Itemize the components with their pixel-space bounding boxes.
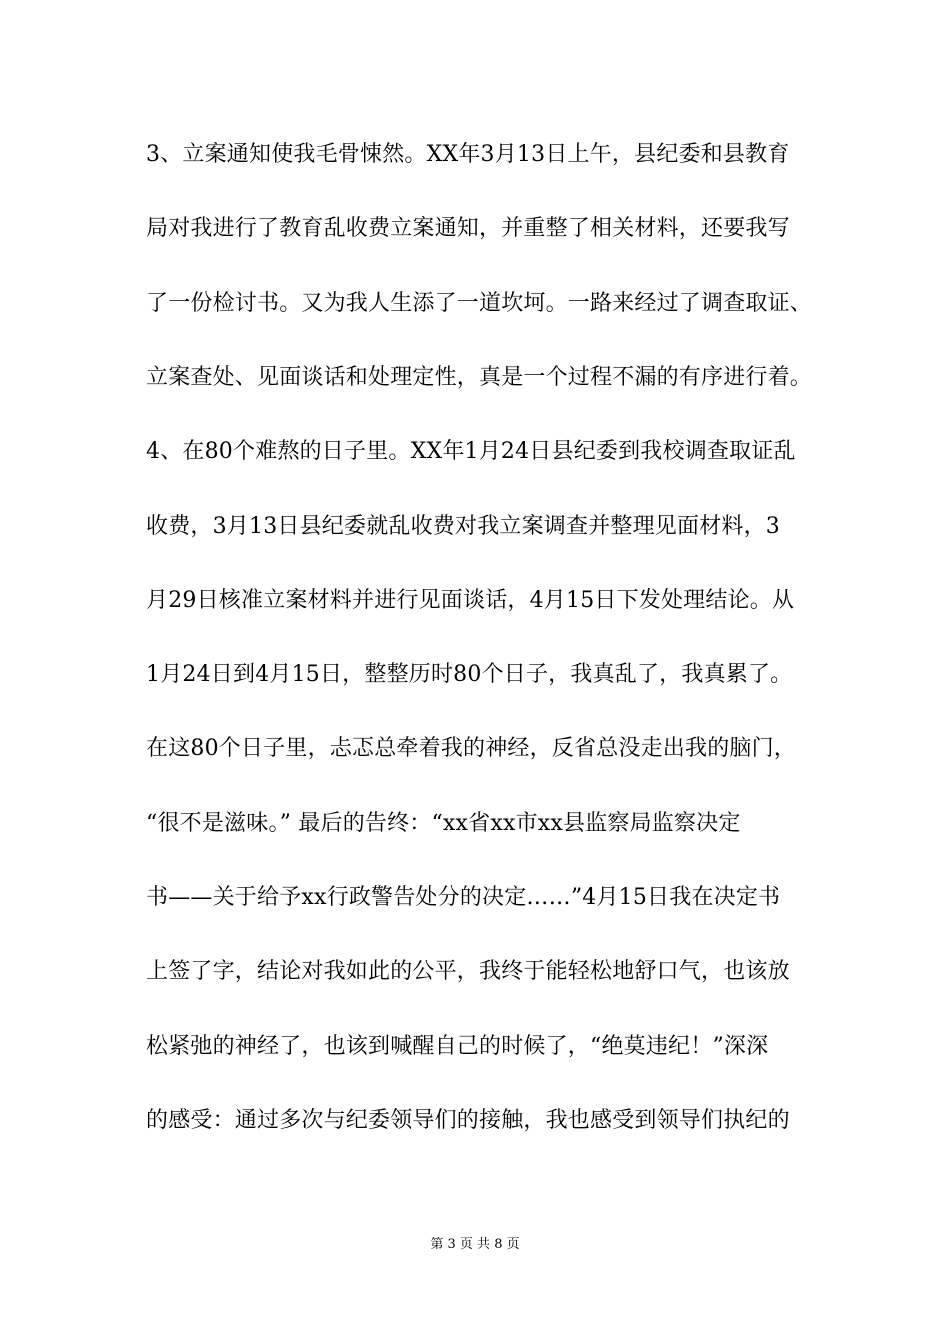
body-text-line: 在这80个日子里，忐忑总牵着我的神经，反省总没走出我的脑门， bbox=[146, 736, 796, 761]
body-text-line: 4、在80个难熬的日子里。XX年1月24日县纪委到我校调查取证乱 bbox=[146, 439, 796, 464]
body-text-line: 上签了字，结论对我如此的公平，我终于能轻松地舒口气，也该放 bbox=[146, 959, 790, 984]
body-text-line: 松紧弛的神经了，也该到喊醒自己的时候了，“绝莫违纪！”深深 bbox=[146, 1034, 769, 1059]
body-text-line: 1月24日到4月15日，整整历时80个日子，我真乱了，我真累了。 bbox=[146, 662, 793, 687]
body-text-line: 的感受：通过多次与纪委领导们的接触，我也感受到领导们执纪的 bbox=[146, 1108, 790, 1133]
body-text-line: 月29日核准立案材料并进行见面谈话，4月15日下发处理结论。从 bbox=[146, 588, 795, 613]
body-text-line: 局对我进行了教育乱收费立案通知，并重整了相关材料，还要我写 bbox=[146, 216, 790, 241]
body-text-line: 书——关于给予xx行政警告处分的决定……”4月15日我在决定书 bbox=[146, 885, 781, 910]
body-text-line: 立案查处、见面谈话和处理定性，真是一个过程不漏的有序进行着。 bbox=[146, 365, 813, 390]
body-text-line: 了一份检讨书。又为我人生添了一道坎坷。一路来经过了调查取证、 bbox=[146, 291, 813, 316]
page-number-footer: 第 3 页 共 8 页 bbox=[430, 1237, 520, 1252]
body-text-line: 3、立案通知使我毛骨悚然。XX年3月13日上午，县纪委和县教育 bbox=[146, 142, 790, 167]
body-text-line: 收费，3月13日县纪委就乱收费对我立案调查并整理见面材料，3 bbox=[146, 514, 780, 539]
body-text-line: “很不是滋味。” 最后的告终：“xx省xx市xx县监察局监察决定 bbox=[146, 811, 741, 836]
